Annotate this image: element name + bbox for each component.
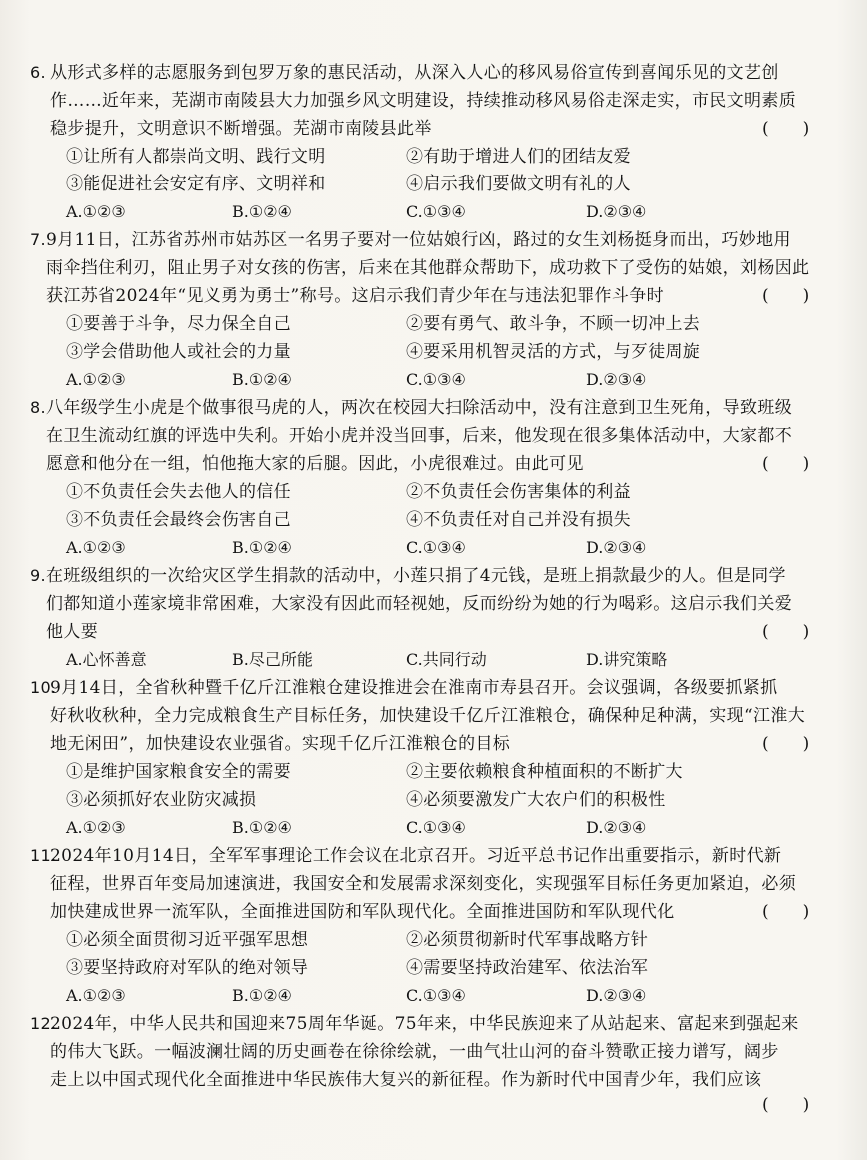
question-stem-line: 在班级组织的一次给灾区学生捐款的活动中，小莲只捐了4元钱，是班上捐款最少的人。但是同学 — [46, 566, 786, 586]
question-number: 12. — [30, 1014, 57, 1033]
question-number: 11. — [30, 846, 57, 865]
question-stem-line: 雨伞挡住利刃，阻止男子对女孩的伤害，后来在其他群众帮助下，成功救下了受伤的姑娘，刘杨因此 — [46, 258, 810, 278]
question-stem-line: 他人要 — [46, 622, 99, 642]
option-1: ①要善于斗争，尽力保全自己 — [66, 314, 291, 334]
choice-d: D.②③④ — [586, 818, 647, 837]
option-3: ③学会借助他人或社会的力量 — [66, 342, 291, 362]
choice-c: C.①③④ — [406, 986, 466, 1005]
question-stem-line: 走上以中国式现代化全面推进中华民族伟大复兴的新征程。作为新时代中国青少年，我们应该 — [50, 1070, 762, 1090]
choice-d: D.②③④ — [586, 202, 647, 221]
question-number: 9. — [30, 566, 46, 585]
option-3: ③要坚持政府对军队的绝对领导 — [66, 958, 309, 978]
option-2: ②要有勇气、敢斗争，不顾一切冲上去 — [406, 314, 701, 334]
choice-b: B.①②④ — [232, 538, 292, 557]
question-stem-line: 作……近年来，芜湖市南陵县大力加强乡风文明建设，持续推动移风易俗走深走实，市民文明素质 — [50, 91, 797, 111]
option-1: ①让所有人都崇尚文明、践行文明 — [66, 147, 326, 167]
choice-d: D.②③④ — [586, 370, 647, 389]
option-3: ③必须抓好农业防灾减损 — [66, 790, 257, 810]
question-stem-line: 9月14日，全省秋种暨千亿斤江淮粮仓建设推进会在淮南市寿县召开。会议强调，各级要抓紧抓 — [50, 678, 778, 698]
option-1: ①必须全面贯彻习近平强军思想 — [66, 930, 309, 950]
question-stem-line: 征程，世界百年变局加速演进，我国安全和发展需求深刻变化，实现强军目标任务更加紧迫，必须 — [50, 874, 797, 894]
choice-d: D.②③④ — [586, 538, 647, 557]
answer-bracket: ( ) — [762, 622, 810, 642]
choice-c: C.①③④ — [406, 818, 466, 837]
choice-a: A.①②③ — [66, 538, 126, 557]
choice-a: A.①②③ — [66, 986, 126, 1005]
question-number: 6. — [30, 63, 46, 82]
question-stem-line: 们都知道小莲家境非常困难，大家没有因此而轻视她，反而纷纷为她的行为喝彩。这启示我们关爱 — [46, 594, 793, 614]
option-3: ③能促进社会安定有序、文明祥和 — [66, 174, 326, 194]
question-stem-line: 从形式多样的志愿服务到包罗万象的惠民活动，从深入人心的移风易俗宣传到喜闻乐见的文艺创 — [50, 63, 779, 83]
choice-a: A.①②③ — [66, 370, 126, 389]
choice-c: C.①③④ — [406, 370, 466, 389]
question-stem-line: 2024年，中华人民共和国迎来75周年华诞。75年来，中华民族迎来了从站起来、富起来到强起来 — [50, 1014, 799, 1034]
question-stem-line: 加快建成世界一流军队，全面推进国防和军队现代化。全面推进国防和军队现代化 — [50, 902, 675, 922]
choice-b: B.尽己所能 — [232, 650, 313, 669]
choice-d: D.②③④ — [586, 986, 647, 1005]
answer-bracket: ( ) — [762, 902, 810, 922]
answer-bracket: ( ) — [762, 286, 810, 306]
question-stem-line: 好秋收秋种，全力完成粮食生产目标任务，加快建设千亿斤江淮粮仓，确保种足种满，实现“江淮大 — [50, 706, 806, 726]
question-number: 7. — [30, 230, 46, 249]
choice-d: D.讲究策略 — [586, 650, 668, 669]
choice-b: B.①②④ — [232, 986, 292, 1005]
option-3: ③不负责任会最终会伤害自己 — [66, 510, 291, 530]
option-2: ②有助于增进人们的团结友爱 — [406, 147, 631, 167]
question-stem-line: 稳步提升，文明意识不断增强。芜湖市南陵县此举 — [50, 119, 432, 139]
choice-b: B.①②④ — [232, 202, 292, 221]
option-2: ②不负责任会伤害集体的利益 — [406, 482, 631, 502]
option-4: ④不负责任对自己并没有损失 — [406, 510, 631, 530]
option-1: ①是维护国家粮食安全的需要 — [66, 762, 291, 782]
choice-b: B.①②④ — [232, 818, 292, 837]
question-stem-line: 八年级学生小虎是个做事很马虎的人，两次在校园大扫除活动中，没有注意到卫生死角，导致班级 — [46, 398, 793, 418]
answer-bracket: ( ) — [762, 1095, 810, 1115]
choice-a: A.①②③ — [66, 202, 126, 221]
choice-b: B.①②④ — [232, 370, 292, 389]
question-stem-line: 获江苏省2024年“见义勇为勇士”称号。这启示我们青少年在与违法犯罪作斗争时 — [46, 286, 664, 306]
question-number: 8. — [30, 398, 46, 417]
question-stem-line: 的伟大飞跃。一幅波澜壮阔的历史画卷在徐徐绘就，一曲气壮山河的奋斗赞歌正接力谱写，阔步 — [50, 1042, 779, 1062]
choice-c: C.①③④ — [406, 202, 466, 221]
option-4: ④必须要激发广大农户们的积极性 — [406, 790, 666, 810]
answer-bracket: ( ) — [762, 119, 810, 139]
option-2: ②主要依赖粮食种植面积的不断扩大 — [406, 762, 683, 782]
choice-a: A.心怀善意 — [66, 650, 147, 669]
option-4: ④要采用机智灵活的方式，与歹徒周旋 — [406, 342, 701, 362]
question-stem-line: 地无闲田”，加快建设农业强省。实现千亿斤江淮粮仓的目标 — [50, 734, 511, 754]
question-stem-line: 9月11日，江苏省苏州市姑苏区一名男子要对一位姑娘行凶，路过的女生刘杨挺身而出，巧妙地用 — [46, 230, 791, 250]
answer-bracket: ( ) — [762, 454, 810, 474]
option-4: ④需要坚持政治建军、依法治军 — [406, 958, 649, 978]
choice-c: C.共同行动 — [406, 650, 487, 669]
question-number: 10. — [30, 678, 57, 697]
question-stem-line: 2024年10月14日，全军军事理论工作会议在北京召开。习近平总书记作出重要指示，新时代新 — [50, 846, 782, 866]
choice-a: A.①②③ — [66, 818, 126, 837]
option-1: ①不负责任会失去他人的信任 — [66, 482, 291, 502]
answer-bracket: ( ) — [762, 734, 810, 754]
option-2: ②必须贯彻新时代军事战略方针 — [406, 930, 649, 950]
option-4: ④启示我们要做文明有礼的人 — [406, 174, 631, 194]
choice-c: C.①③④ — [406, 538, 466, 557]
question-stem-line: 在卫生流动红旗的评选中失利。开始小虎并没当回事，后来，他发现在很多集体活动中，大家都不 — [46, 426, 793, 446]
question-stem-line: 愿意和他分在一组，怕他拖大家的后腿。因此，小虎很难过。由此可见 — [46, 454, 584, 474]
